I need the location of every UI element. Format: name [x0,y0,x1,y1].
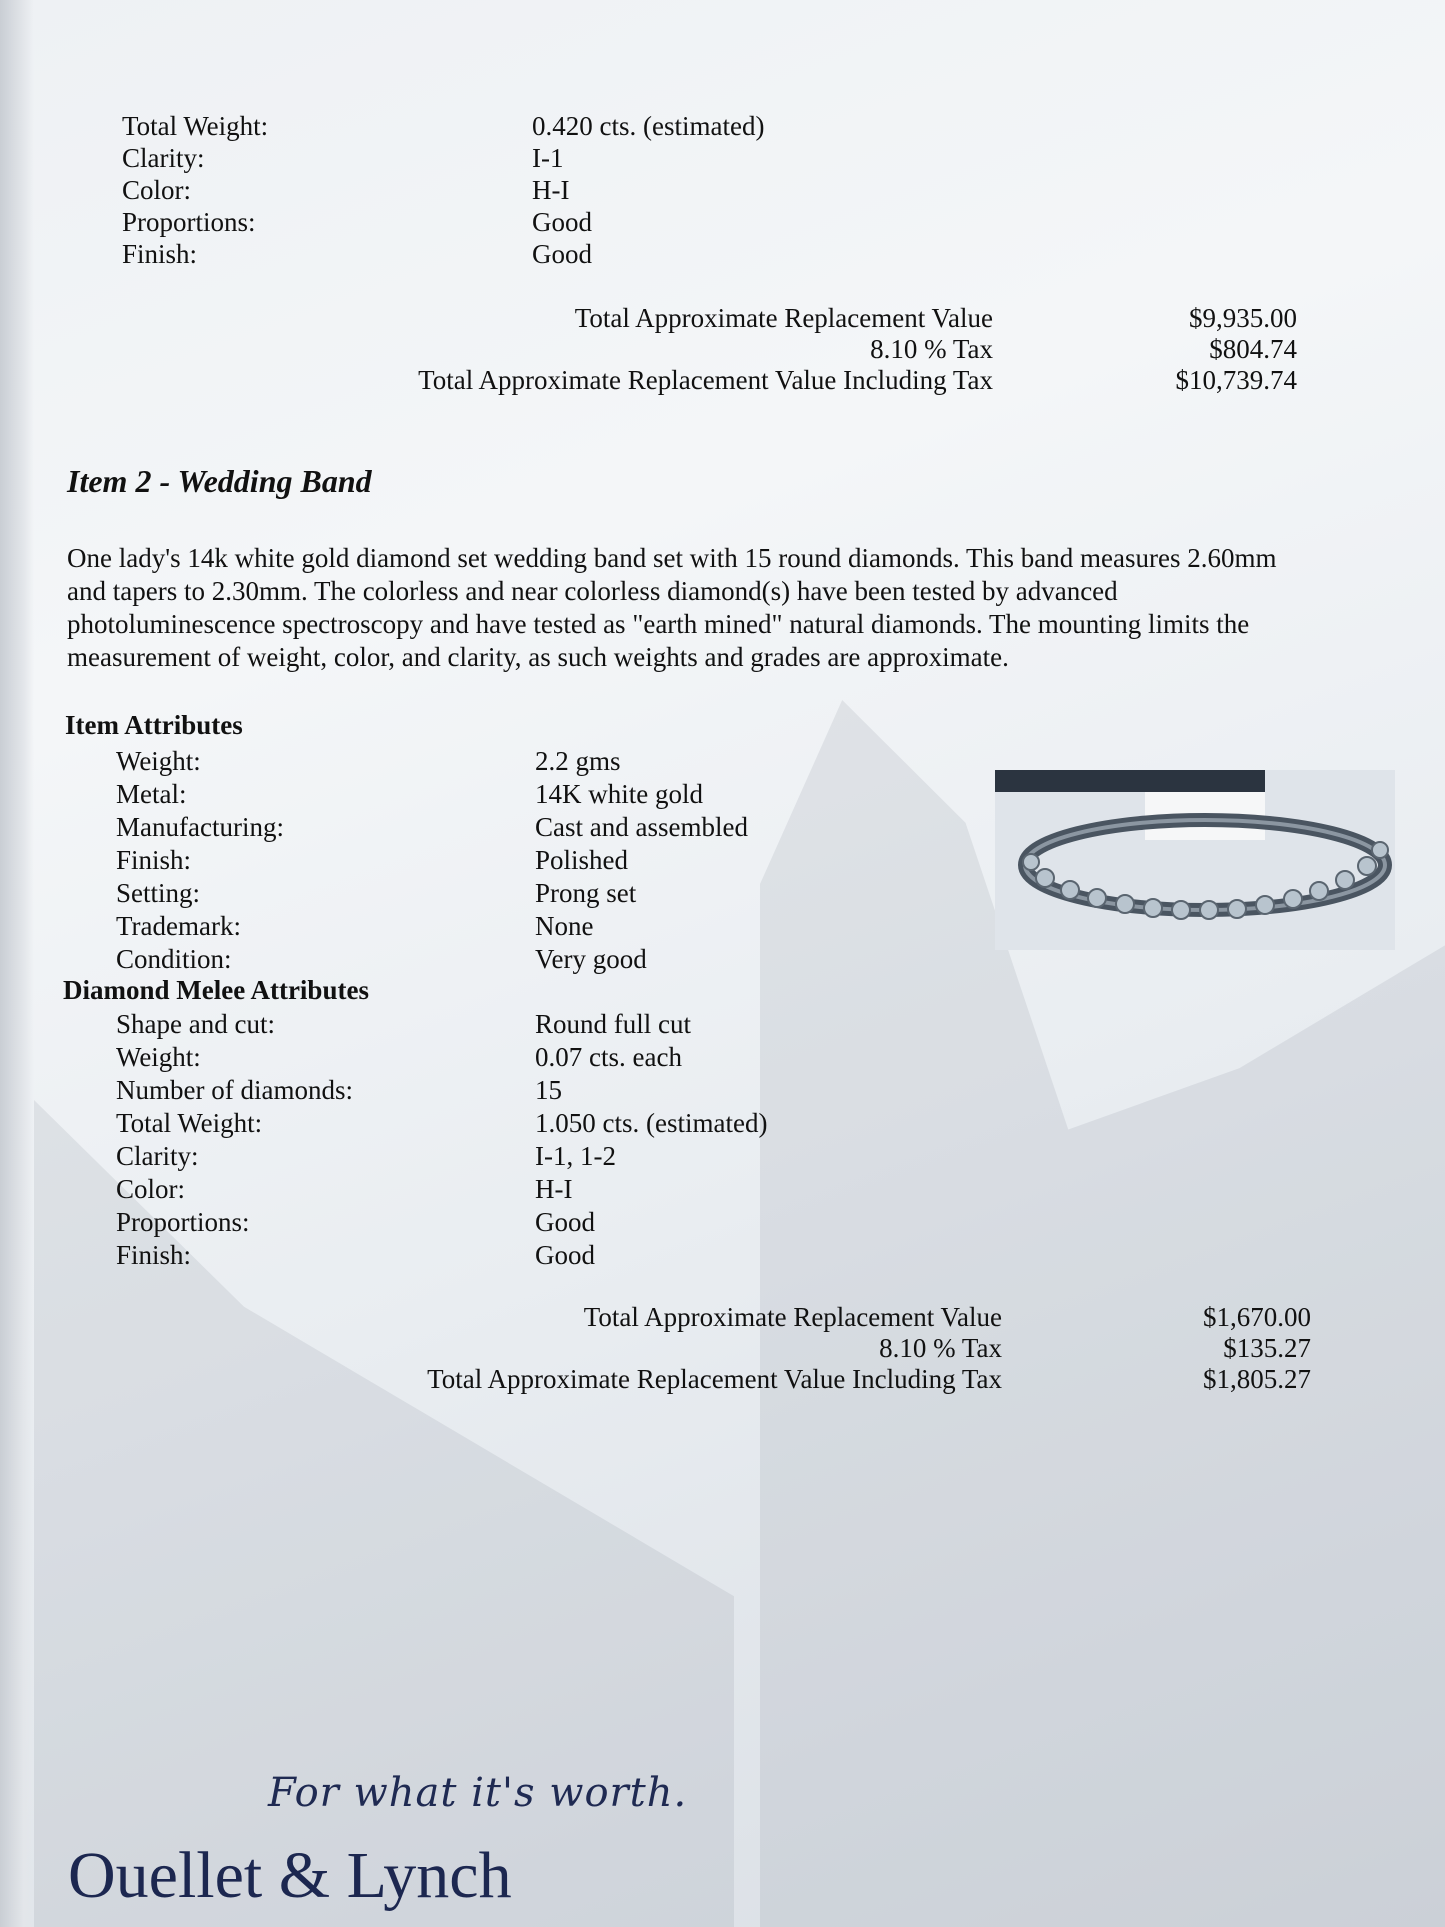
attribute-label: Metal: [116,779,187,809]
attribute-value: Prong set [535,878,637,908]
ring-photo [995,770,1395,950]
attribute-label: Proportions: [122,207,256,237]
total-label: Total Approximate Replacement Value Including Tax [427,1364,1002,1394]
attribute-value: Good [532,207,592,237]
total-value: $9,935.00 [1189,303,1297,333]
page-edge-shadow [0,0,34,1927]
attribute-value: 0.420 cts. (estimated) [532,111,765,141]
attribute-value: 15 [535,1075,562,1105]
attribute-label: Manufacturing: [116,812,284,842]
attribute-label: Finish: [122,239,198,269]
attribute-label: Proportions: [116,1207,250,1237]
company-slogan: For what it's worth. [268,1770,688,1816]
attribute-label: Weight: [116,746,201,776]
attribute-label: Number of diamonds: [116,1075,353,1105]
total-value: $10,739.74 [1175,365,1297,395]
attribute-value: H-I [535,1174,573,1204]
attribute-label: Trademark: [116,911,241,941]
attribute-value: 0.07 cts. each [535,1042,682,1072]
attribute-value: H-I [532,175,570,205]
attribute-label: Total Weight: [116,1108,263,1138]
attribute-label: Clarity: [122,143,205,173]
wedding-band-image [995,770,1395,950]
melee-attributes-heading: Diamond Melee Attributes [63,975,369,1005]
attribute-value: Cast and assembled [535,812,748,842]
attribute-value: 1.050 cts. (estimated) [535,1108,768,1138]
attribute-label: Finish: [116,845,192,875]
attribute-label: Total Weight: [122,111,269,141]
attribute-value: 14K white gold [535,779,703,809]
attribute-value: Good [535,1240,595,1270]
attribute-value: I-1, 1-2 [535,1141,616,1171]
total-value: $1,805.27 [1203,1364,1311,1394]
company-name: Ouellet & Lynch [68,1839,512,1912]
attribute-label: Color: [116,1174,186,1204]
attribute-label: Condition: [116,944,232,974]
total-label: 8.10 % Tax [879,1333,1002,1363]
footer-contact-line [68,1906,1368,1927]
total-label: Total Approximate Replacement Value [574,303,993,333]
total-label: Total Approximate Replacement Value [583,1302,1002,1332]
attribute-label: Clarity: [116,1141,199,1171]
total-label: Total Approximate Replacement Value Including Tax [418,365,993,395]
attribute-label: Color: [122,175,192,205]
attribute-label: Weight: [116,1042,201,1072]
item-attributes-heading: Item Attributes [65,710,243,740]
attribute-label: Finish: [116,1240,192,1270]
attribute-value: None [535,911,594,941]
item2-description: One lady's 14k white gold diamond set wedding band set with 15 round diamonds. This band measures 2.60mm and tapers to 2.30mm. The colorless and near colorless diamond(s) have been tested by advanced photoluminescence spectroscopy and have tested as "earth mined" natural diamonds. The mounting limits the measurement of weight, color, and clarity, as such weights and grades are approximate. [67,543,1277,672]
attribute-value: Round full cut [535,1009,691,1039]
total-value: $135.27 [1223,1333,1311,1363]
total-value: $804.74 [1209,334,1297,364]
item1-totals [0,303,1445,396]
attribute-label: Setting: [116,878,201,908]
attribute-value: Very good [535,944,647,974]
attribute-label: Shape and cut: [116,1009,275,1039]
attribute-value: Polished [535,845,629,875]
attribute-value: Good [532,239,592,269]
item2-title: Item 2 - Wedding Band [67,463,372,499]
attribute-value: 2.2 gms [535,746,621,776]
attribute-value: I-1 [532,143,564,173]
item2-totals [0,1302,1445,1395]
total-value: $1,670.00 [1203,1302,1311,1332]
total-label: 8.10 % Tax [870,334,993,364]
attribute-value: Good [535,1207,595,1237]
